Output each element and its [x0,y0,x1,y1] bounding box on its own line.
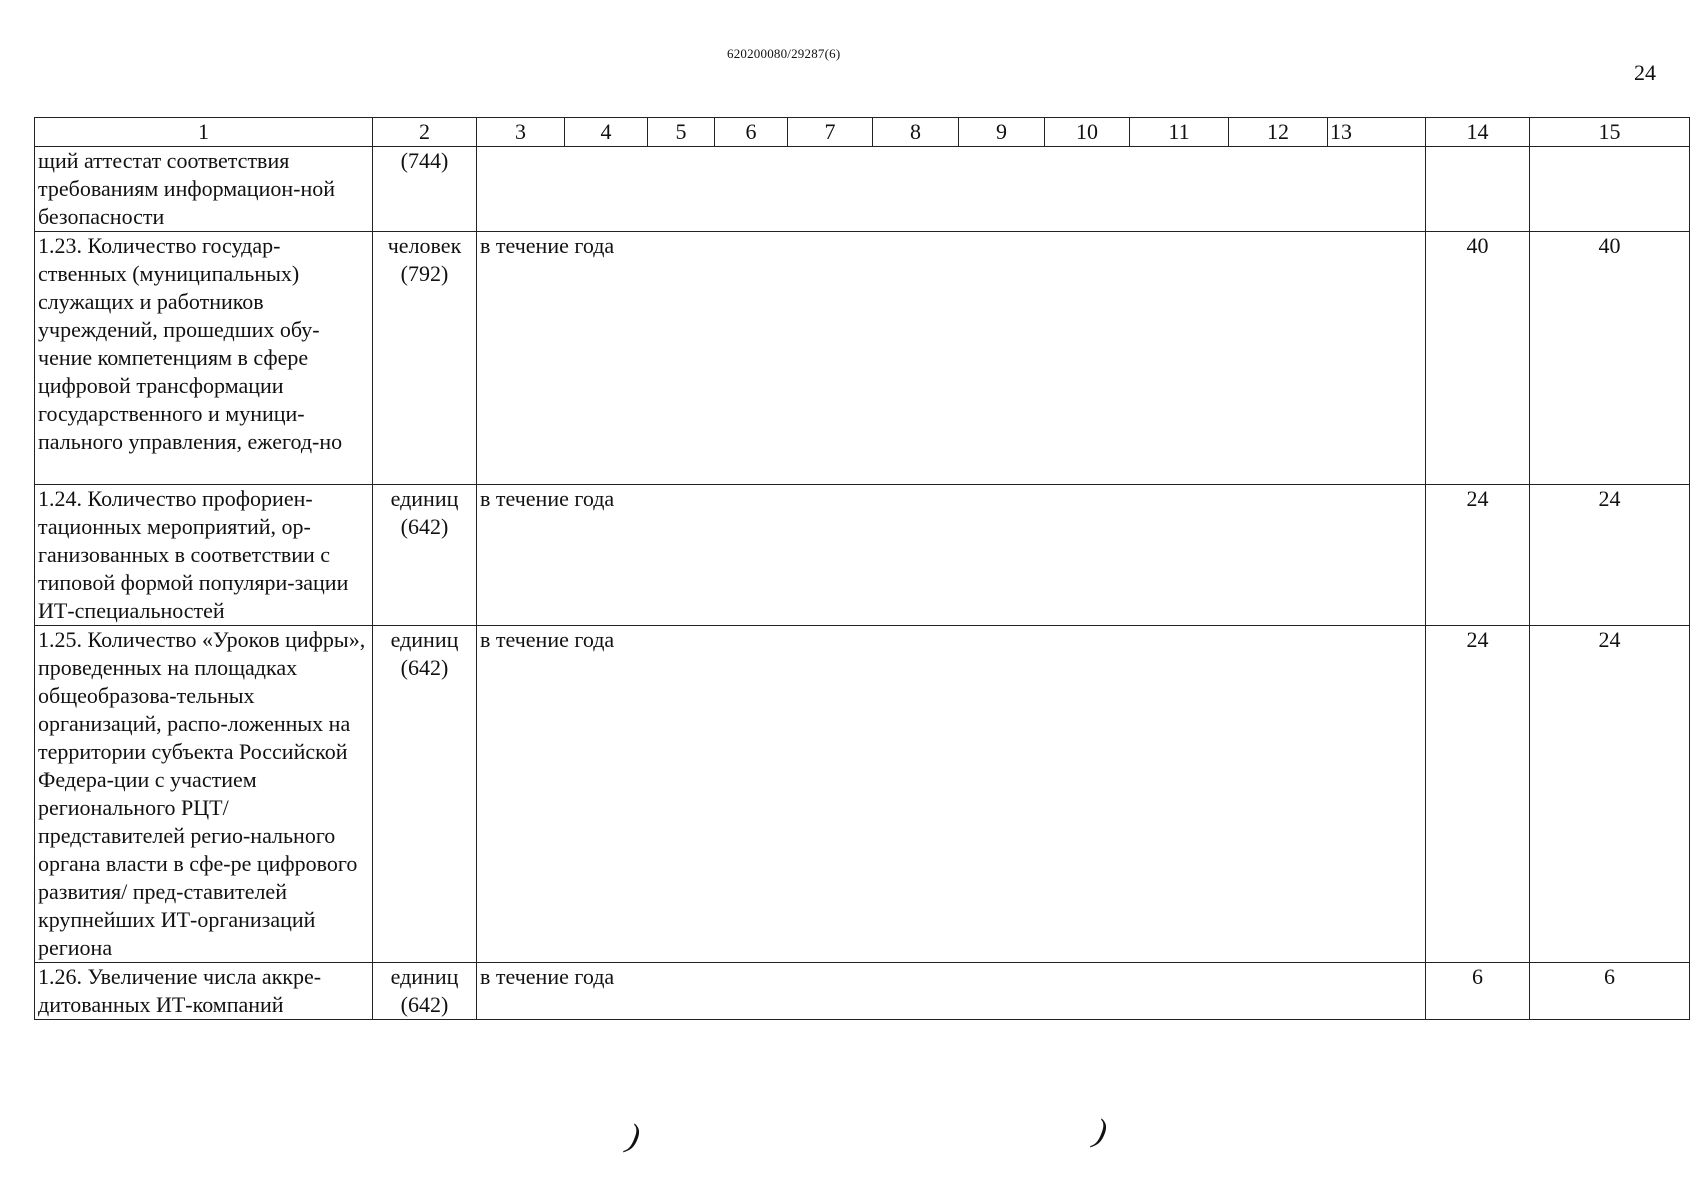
value-cell-14: 40 [1426,232,1530,485]
table-row [35,232,1690,485]
indicator-cell: щий аттестат соответствия требованиям информацион-ной безопасности [35,147,373,232]
column-header: 10 [1045,118,1130,147]
page-number: 24 [1634,60,1656,85]
column-header: 9 [959,118,1045,147]
value-cell-14: 6 [1426,963,1530,1020]
document-code: 620200080/29287(6) [727,46,841,61]
column-header: 15 [1530,118,1690,147]
unit-cell: человек (792) [373,232,477,485]
value-cell-15: 40 [1530,232,1690,485]
indicators-table [34,117,1690,1020]
table-row [35,485,1690,626]
unit-cell: (744) [373,147,477,232]
column-header: 11 [1130,118,1229,147]
period-cell: в течение года [477,232,1426,485]
value-cell-14 [1426,147,1530,232]
table-header-row [35,118,1690,147]
table-row [35,147,1690,232]
binding-mark: ) [1091,1112,1111,1151]
period-cell [477,147,1426,232]
value-cell-15 [1530,147,1690,232]
period-cell: в течение года [477,626,1426,963]
binding-mark: ) [624,1117,644,1156]
value-cell-14: 24 [1426,626,1530,963]
column-header: 8 [873,118,959,147]
unit-cell: единиц (642) [373,963,477,1020]
unit-cell: единиц (642) [373,485,477,626]
period-cell: в течение года [477,485,1426,626]
indicator-cell: 1.25. Количество «Уроков цифры», проведенных на площадках общеобразова-тельных организаций, распо-ложенных на территории субъекта Российской Федера-ции с участием регионального РЦТ/ представителей регио-нального органа власти в сфе-ре цифрового развития/ пред-ставителей крупнейших ИТ-организаций региона [35,626,373,963]
value-cell-15: 6 [1530,963,1690,1020]
column-header: 7 [788,118,873,147]
table-row [35,963,1690,1020]
value-cell-14: 24 [1426,485,1530,626]
column-header: 12 [1229,118,1328,147]
indicator-cell: 1.26. Увеличение числа аккре-дитованных ИТ-компаний [35,963,373,1020]
indicator-cell: 1.24. Количество профориен-тационных мероприятий, ор-ганизованных в соответствии с типовой формой популяри-зации ИТ-специальностей [35,485,373,626]
column-header: 14 [1426,118,1530,147]
column-header: 5 [648,118,715,147]
period-cell: в течение года [477,963,1426,1020]
column-header: 6 [715,118,788,147]
column-header: 2 [373,118,477,147]
column-header: 4 [565,118,648,147]
column-header: 13 [1328,118,1426,147]
table-row [35,626,1690,963]
value-cell-15: 24 [1530,626,1690,963]
indicator-cell: 1.23. Количество государ-ственных (муниципальных) служащих и работников учреждений, прошедших обу-чение компетенциям в сфере цифровой трансформации государственного и муници-пального управления, ежегод-но [35,232,373,485]
unit-cell: единиц (642) [373,626,477,963]
column-header: 1 [35,118,373,147]
value-cell-15: 24 [1530,485,1690,626]
column-header: 3 [477,118,565,147]
